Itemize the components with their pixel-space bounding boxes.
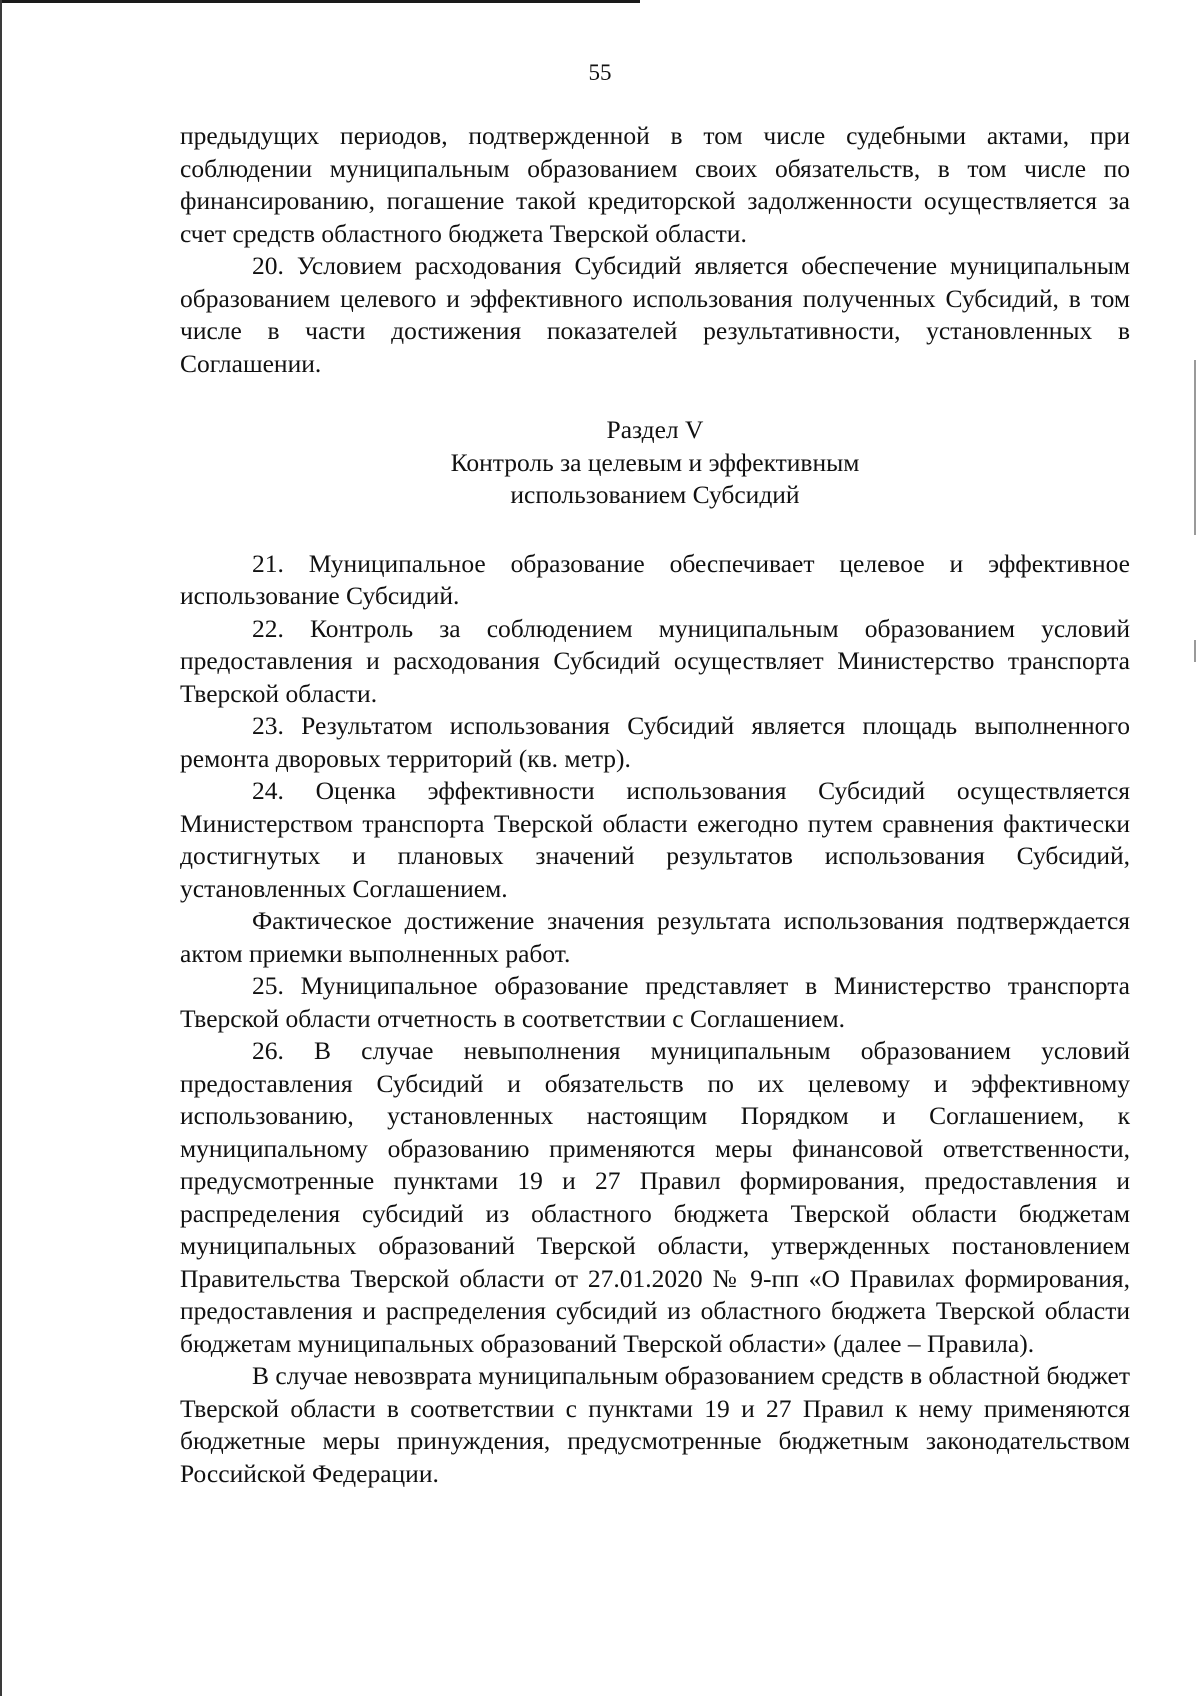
paragraph-26-addendum: В случае невозврата муниципальным образованием средств в областной бюджет Тверской области в соответствии с пунктами 19 и 27 Правил к нему применяются бюджетные меры принуждения, предусмотренные бюджетным законодательством Российской Федерации. xyxy=(180,1361,1130,1488)
scan-border-right-mark xyxy=(1194,640,1196,662)
paragraph-22: 22. Контроль за соблюдением муниципальным образованием условий предоставления и расходования Субсидий осуществляет Министерство транспорта Тверской области. xyxy=(180,613,1130,708)
section-heading xyxy=(180,414,1130,512)
paragraph-24-addendum: Фактическое достижение значения результата использования подтверждается актом приемки выполненных работ. xyxy=(180,906,1130,968)
section-title-line-1: Контроль за целевым и эффективным xyxy=(450,447,860,477)
scan-border-left xyxy=(0,0,2,1696)
page-number: 55 xyxy=(588,60,612,85)
scan-border-top xyxy=(0,0,640,3)
paragraph-21: 21. Муниципальное образование обеспечивает целевое и эффективное использование Субсидий. xyxy=(180,548,1130,610)
paragraph-20: 20. Условием расходования Субсидий является обеспечение муниципальным образованием целевого и эффективного использования полученных Субсидий, в том числе в части достижения показателей результативности, установленных в Соглашении. xyxy=(180,251,1130,378)
document-body xyxy=(180,120,1130,1490)
scan-border-right xyxy=(1194,360,1196,535)
paragraph-26: 26. В случае невыполнения муниципальным образованием условий предоставления Субсидий и обязательств по их целевому и эффективному использованию, установленных настоящим Порядком и Соглашением, к муниципальному образованию применяются меры финансовой ответственности, предусмотренные пунктами 19 и 27 Правил формирования, предоставления и распределения субсидий из областного бюджета Тверской области бюджетам муниципальных образований Тверской области, утвержденных постановлением Правительства Тверской области от 27.01.2020 № 9-пп «О Правилах формирования, предоставления и распределения субсидий из областного бюджета Тверской области бюджетам муниципальных образований Тверской области» (далее – Правила). xyxy=(180,1036,1130,1358)
section-number: Раздел V xyxy=(606,415,704,444)
paragraph-23: 23. Результатом использования Субсидий является площадь выполненного ремонта дворовых территорий (кв. метр). xyxy=(180,711,1130,773)
paragraph-continued: предыдущих периодов, подтвержденной в том числе судебными актами, при соблюдении муниципальным образованием своих обязательств, в том числе по финансированию, погашение такой кредиторской задолженности осуществляется за счет средств областного бюджета Тверской области. xyxy=(180,121,1130,248)
paragraph-25: 25. Муниципальное образование представляет в Министерство транспорта Тверской области отчетность в соответствии с Соглашением. xyxy=(180,971,1130,1033)
paragraph-24: 24. Оценка эффективности использования Субсидий осуществляется Министерством транспорта Тверской области ежегодно путем сравнения фактически достигнутых и плановых значений результатов использования Субсидий, установленных Соглашением. xyxy=(180,776,1130,903)
section-title-line-2: использованием Субсидий xyxy=(510,480,800,509)
